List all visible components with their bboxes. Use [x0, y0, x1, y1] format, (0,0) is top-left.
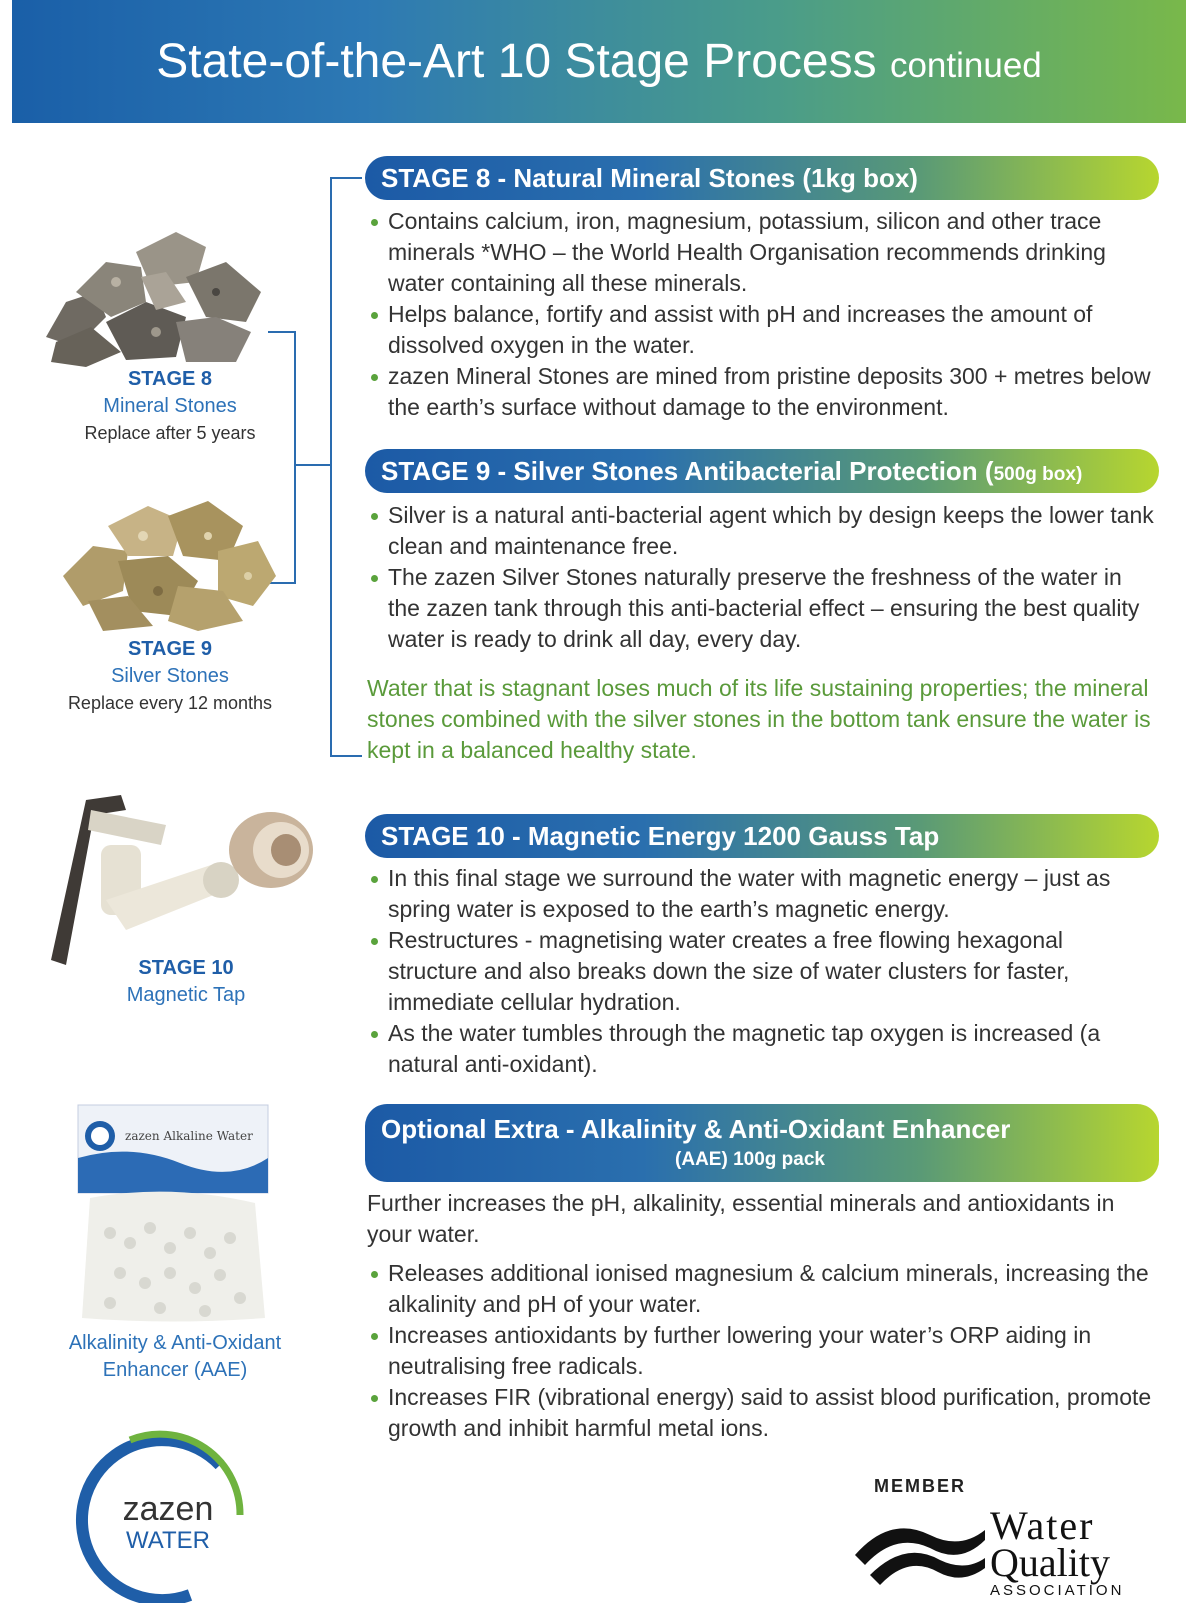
list-item: The zazen Silver Stones naturally preserve the freshness of the water in the zazen tank through this anti-bacterial effect – ensuring the best quality water is ready to drink all day, every day.	[367, 562, 1157, 655]
optional-intro: Further increases the pH, alkalinity, essential minerals and antioxidants in your water.	[367, 1190, 1115, 1247]
stage8-caption-replace: Replace after 5 years	[84, 423, 256, 443]
aae-caption-line1: Alkalinity & Anti-Oxidant	[68, 1332, 282, 1354]
logo-water: WATER	[126, 1527, 210, 1554]
wqa-logo-icon	[850, 1510, 990, 1590]
member-label: MEMBER	[874, 1476, 966, 1496]
list-item: Helps balance, fortify and assist with pH and increases the amount of dissolved oxygen in the water.	[367, 299, 1157, 361]
zazen-logo	[70, 1425, 250, 1603]
stage10-heading: STAGE 10 - Magnetic Energy 1200 Gauss Tap	[381, 821, 940, 851]
page-header	[12, 0, 1186, 123]
stage9-heading-bar	[365, 449, 1159, 493]
bullet-dot	[371, 219, 378, 226]
stage8-heading: STAGE 8 - Natural Mineral Stones (1kg box)	[381, 163, 918, 193]
bracket-stem	[296, 464, 332, 466]
bullet-dot	[371, 312, 378, 319]
list-item: Restructures - magnetising water creates a free flowing hexagonal structure and also breaks down the size of water clusters for faster, immediate cellular hydration.	[367, 925, 1157, 1018]
list-item: Increases antioxidants by further lowering your water’s ORP aiding in neutralising free radicals.	[367, 1320, 1157, 1382]
bullet-dot	[371, 1395, 378, 1402]
stage10-heading-bar	[365, 814, 1159, 858]
stage9-caption-name: Silver Stones	[111, 665, 229, 687]
list-item: Contains calcium, iron, magnesium, potassium, silicon and other trace minerals *WHO – the World Health Organisation recommends drinking water containing all these minerals.	[367, 206, 1157, 299]
bullet-dot	[371, 513, 378, 520]
list-item: As the water tumbles through the magnetic tap oxygen is increased (a natural anti-oxidant).	[367, 1018, 1157, 1080]
page-title: State-of-the-Art 10 Stage Process continued	[156, 35, 1042, 88]
stage10-caption	[76, 955, 296, 1009]
wqa-text	[990, 1503, 1125, 1599]
magnetic-tap-image	[46, 790, 321, 975]
bullet-dot	[371, 1271, 378, 1278]
bullet-dot	[371, 575, 378, 582]
aae-box-label: zazen Alkaline Water	[125, 1129, 253, 1143]
list-item: Releases additional ionised magnesium & calcium minerals, increasing the alkalinity and pH of your water.	[367, 1258, 1157, 1320]
aae-pack-image	[70, 1103, 270, 1325]
wqa-line1: Water	[990, 1503, 1095, 1548]
optional-heading-bar	[365, 1104, 1159, 1182]
stage8-caption-stage: STAGE 8	[127, 368, 213, 390]
stage10-caption-name: Magnetic Tap	[126, 984, 246, 1006]
bracket-bottom	[330, 755, 362, 757]
bullet-dot	[371, 1031, 378, 1038]
stage9-heading: STAGE 9 - Silver Stones Antibacterial Protection (	[381, 456, 994, 486]
bracket-inner-vertical	[294, 331, 296, 584]
stage8-caption	[60, 366, 280, 447]
bracket-vertical	[330, 177, 332, 757]
stage8-caption-name: Mineral Stones	[103, 395, 237, 417]
aae-caption-line2: Enhancer (AAE)	[102, 1359, 248, 1381]
mineral-stones-image	[36, 222, 266, 367]
list-item: zazen Mineral Stones are mined from pristine deposits 300 + metres below the earth’s surface without damage to the environment.	[367, 361, 1157, 423]
stage10-bullets	[367, 863, 1157, 1080]
optional-bullets	[367, 1258, 1157, 1444]
stage9-caption	[60, 636, 280, 717]
bullet-dot	[371, 938, 378, 945]
silver-stones-image	[58, 496, 278, 634]
stage10-caption-stage: STAGE 10	[138, 957, 234, 979]
list-item: Silver is a natural anti-bacterial agent which by design keeps the lower tank clean and maintenance free.	[367, 500, 1157, 562]
optional-heading: Optional Extra - Alkalinity & Anti-Oxidant Enhancer	[381, 1114, 1011, 1144]
stage9-note: Water that is stagnant loses much of its life sustaining properties; the mineral stones combined with the silver stones in the bottom tank ensure the water is kept in a balanced healthy state.	[367, 675, 1151, 763]
stage8-bullets	[367, 206, 1157, 423]
wqa-line3: ASSOCIATION	[990, 1582, 1125, 1599]
bracket-inner-top	[268, 331, 296, 333]
bullet-dot	[371, 1333, 378, 1340]
wqa-line2: Quality	[990, 1540, 1110, 1585]
bracket-top	[330, 177, 362, 179]
list-item: Increases FIR (vibrational energy) said to assist blood purification, promote growth and inhibit harmful metal ions.	[367, 1382, 1157, 1444]
stage9-bullets	[367, 500, 1157, 655]
title-continued: continued	[889, 46, 1042, 85]
stage9-heading-small: 500g box)	[993, 464, 1083, 485]
stage9-caption-replace: Replace every 12 months	[67, 693, 273, 713]
bullet-dot	[371, 876, 378, 883]
stage8-heading-bar	[365, 156, 1159, 200]
stage9-caption-stage: STAGE 9	[127, 638, 213, 660]
optional-heading-sub: (AAE) 100g pack	[675, 1149, 825, 1170]
bullet-dot	[371, 374, 378, 381]
logo-zazen: zazen	[122, 1490, 214, 1528]
list-item: In this final stage we surround the water with magnetic energy – just as spring water is exposed to the earth’s magnetic energy.	[367, 863, 1157, 925]
aae-caption	[50, 1330, 300, 1384]
